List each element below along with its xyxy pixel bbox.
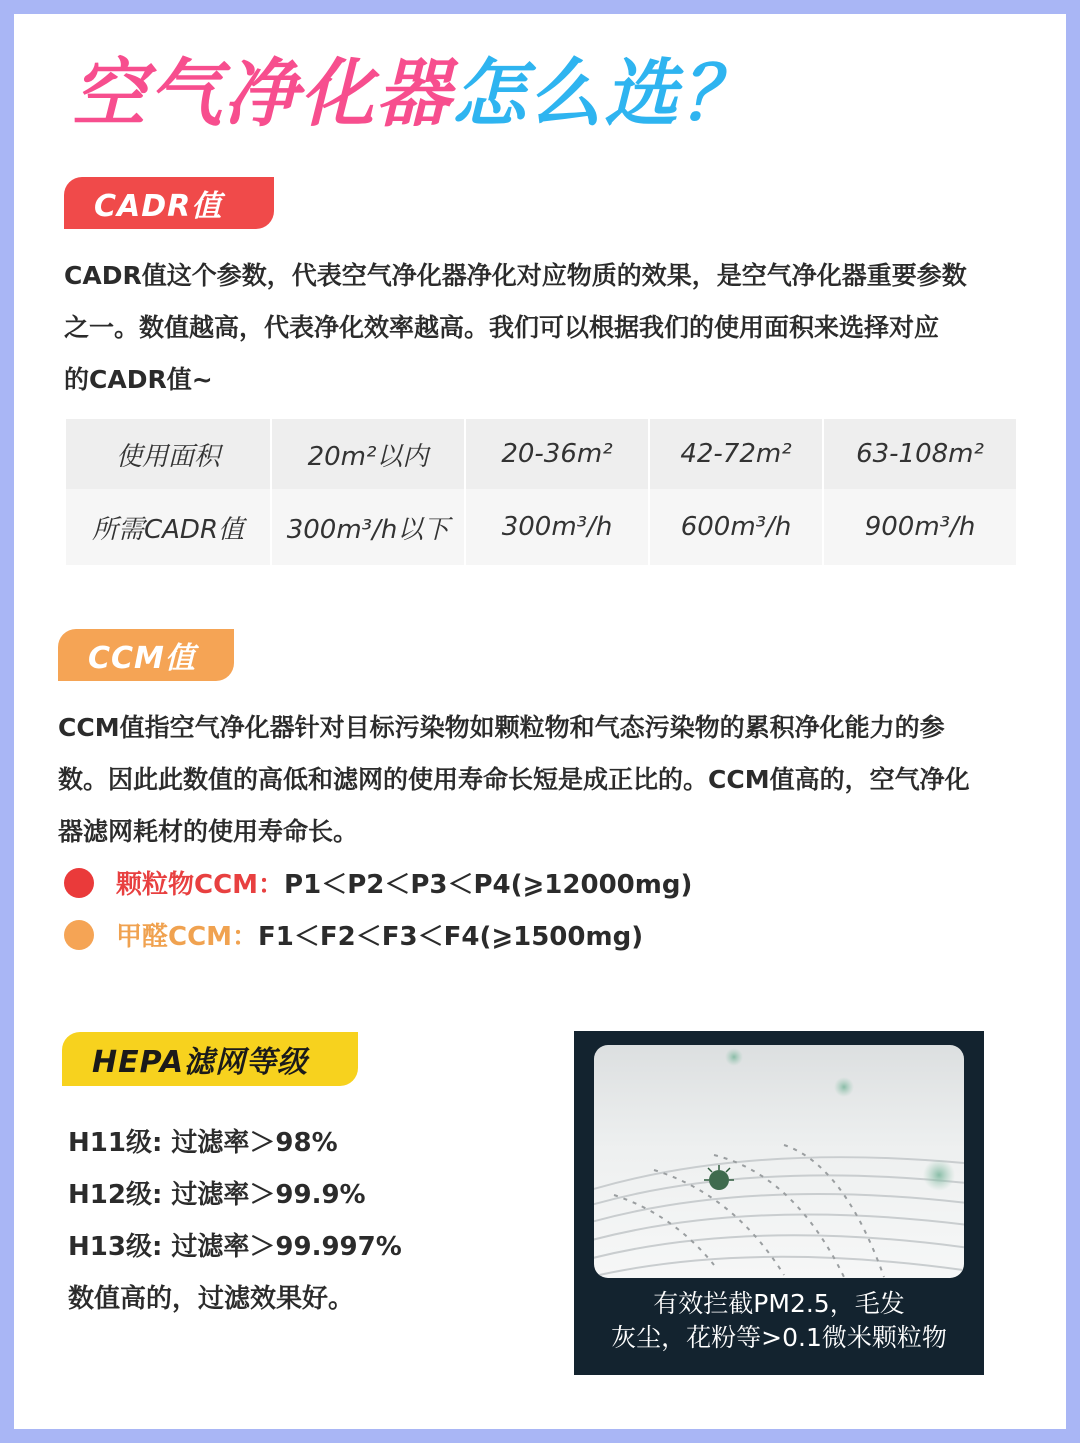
table-cell: 900m³/h xyxy=(823,489,1017,565)
table-cell: 使用面积 xyxy=(65,419,271,489)
hepa-line: H12级: 过滤率＞99.9% xyxy=(68,1180,366,1210)
page-title xyxy=(72,51,756,137)
filter-photo xyxy=(594,1045,964,1278)
title-part-2: 怎么选？ xyxy=(452,51,756,137)
cadr-paragraph xyxy=(64,250,1014,406)
ccm-line: 数。因此此数值的高低和滤网的使用寿命长短是成正比的。CCM值高的，空气净化 xyxy=(58,765,970,794)
bullet-value: P1＜P2＜P3＜P4(⩾12000mg) xyxy=(284,870,693,900)
hepa-line: H13级: 过滤率＞99.997% xyxy=(68,1232,402,1262)
table-cell: 20m²以内 xyxy=(271,419,465,489)
red-dot-icon xyxy=(64,868,94,898)
bullet-formaldehyde-ccm xyxy=(64,916,643,953)
hepa-line: 数值高的，过滤效果好。 xyxy=(68,1284,355,1314)
cadr-table xyxy=(64,419,1018,565)
title-part-1: 空气净化器 xyxy=(72,51,452,137)
bullet-label: 颗粒物CCM： xyxy=(116,870,285,900)
ccm-paragraph xyxy=(58,702,1018,858)
table-cell: 300m³/h以下 xyxy=(271,489,465,565)
table-cell: 300m³/h xyxy=(465,489,649,565)
card xyxy=(14,14,1066,1429)
table-row xyxy=(65,489,1017,565)
hepa-tag: HEPA滤网等级 xyxy=(62,1032,358,1086)
table-cell: 所需CADR值 xyxy=(65,489,271,565)
orange-dot-icon xyxy=(64,920,94,950)
caption-line: 有效拦截PM2.5，毛发 xyxy=(653,1289,905,1318)
filter-illustration xyxy=(594,1045,964,1278)
bullet-particulate-ccm xyxy=(64,864,692,901)
table-cell: 63-108m² xyxy=(823,419,1017,489)
hepa-line: H11级: 过滤率＞98% xyxy=(68,1128,338,1158)
photo-caption xyxy=(574,1287,984,1355)
bullet-value: F1＜F2＜F3＜F4(⩾1500mg) xyxy=(258,922,644,952)
ccm-line: 器滤网耗材的使用寿命长。 xyxy=(58,817,359,846)
caption-line: 灰尘，花粉等>0.1微米颗粒物 xyxy=(611,1323,947,1352)
cadr-tag: CADR值 xyxy=(64,177,274,229)
ccm-tag: CCM值 xyxy=(58,629,234,681)
cadr-line: CADR值这个参数，代表空气净化器净化对应物质的效果，是空气净化器重要参数 xyxy=(64,261,967,290)
table-row xyxy=(65,419,1017,489)
ccm-line: CCM值指空气净化器针对目标污染物如颗粒物和气态污染物的累积净化能力的参 xyxy=(58,713,945,742)
table-cell: 42-72m² xyxy=(649,419,823,489)
table-cell: 20-36m² xyxy=(465,419,649,489)
cadr-line: 之一。数值越高，代表净化效率越高。我们可以根据我们的使用面积来选择对应 xyxy=(64,313,940,342)
filter-photo-panel xyxy=(574,1031,984,1375)
cadr-line: 的CADR值~ xyxy=(64,365,213,394)
bullet-label: 甲醛CCM： xyxy=(116,922,259,952)
table-cell: 600m³/h xyxy=(649,489,823,565)
